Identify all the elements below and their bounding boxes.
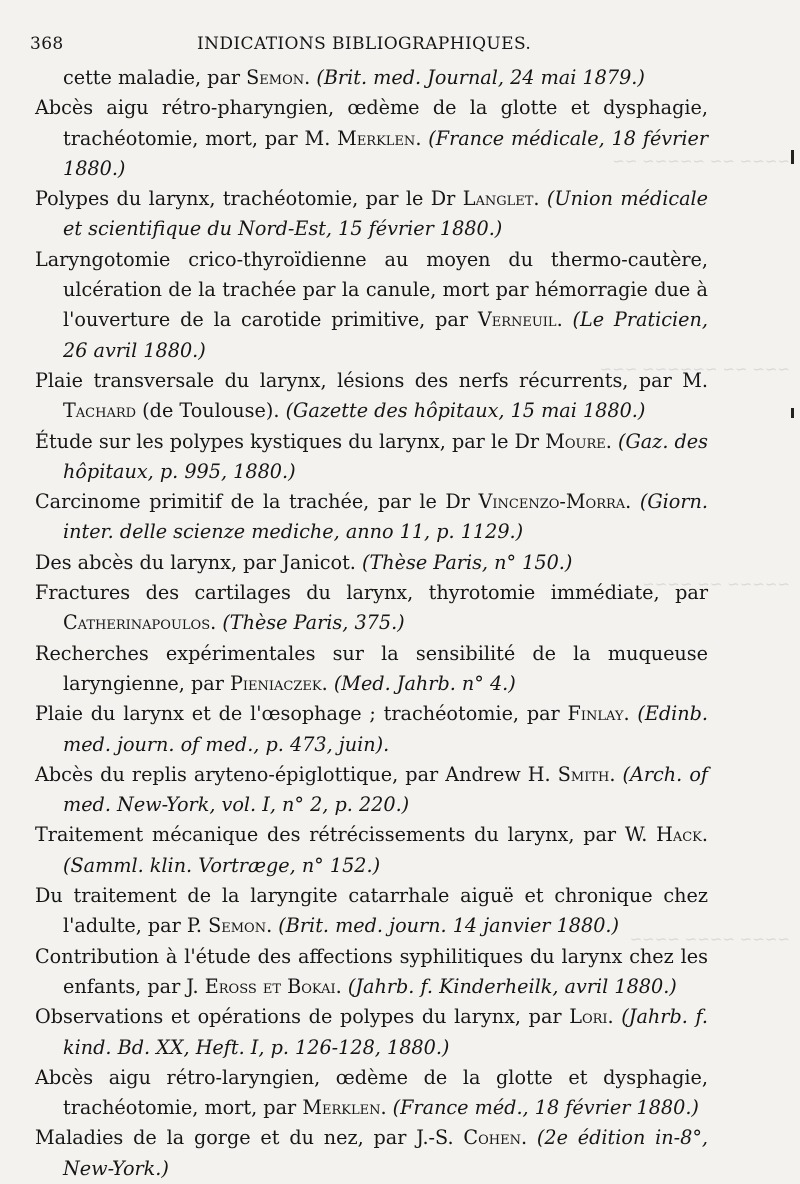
entry-text: Carcinome primitif de la trachée, par le Dr — [35, 490, 479, 514]
bibliography-entry: Abcès du replis aryteno-épiglottique, par Andrew H. Smith. (Arch. of med. New-York, vol. I, n° 2, p. 220.) — [35, 762, 708, 817]
entry-source: (Le Praticien, 26 avril 1880.) — [63, 308, 708, 362]
bleed-through-text: ~~~ ~~ ~~~~~~ ~~~ — [599, 360, 790, 378]
bibliography-entry: Maladies de la gorge et du nez, par J.-S. Cohen. (2e édition in-8°, New-York.) — [35, 1126, 709, 1180]
page-edge-mark — [791, 150, 794, 164]
entry-text: Traitement mécanique des rétrécissements du larynx, par W. — [35, 823, 657, 847]
entry-source: (Gaz. des hôpitaux, p. 995, 1880.) — [63, 429, 709, 483]
bibliography-list — [35, 63, 708, 1184]
entry-text: Recherches expérimentales sur la sensibilité de la muqueuse laryngienne, par — [35, 641, 708, 695]
entry-author: Finlay — [567, 702, 624, 726]
entry-author: Verneuil — [477, 308, 557, 332]
entry-text: Polypes du larynx, trachéotomie, par le Dr — [35, 187, 463, 211]
entry-text: Plaie du larynx et de l'œsophage ; trachéotomie, par — [35, 702, 568, 726]
entry-source: (Brit. med. Journal, 24 mai 1879.) — [316, 66, 645, 89]
entry-author: Hack — [656, 823, 702, 847]
entry-author: Smith — [557, 762, 610, 786]
entry-source: (Gazette des hôpitaux, 15 mai 1880.) — [285, 399, 646, 423]
bleed-through-text: ~~~~ ~~~~ ~~~~ — [629, 930, 790, 948]
bleed-through-text: ~~~~~ ~~ ~~~~ — [642, 575, 790, 593]
running-title: INDICATIONS BIBLIOGRAPHIQUES. — [197, 34, 532, 54]
page-edge-mark — [791, 408, 794, 418]
entry-text: Du traitement de la laryngite catarrhale aiguë et chronique chez l'adulte, par P. — [35, 884, 708, 938]
entry-text: Fractures des cartilages du larynx, thyrotomie immédiate, par — [35, 581, 708, 605]
entry-text: Abcès du replis aryteno-épiglottique, par Andrew H. — [35, 762, 558, 786]
entry-source: (Jahrb. f. kind. Bd. XX, Heft. I, p. 126-128, 1880.) — [63, 1005, 708, 1059]
bibliography-entry: Carcinome primitif de la trachée, par le Dr Vincenzo-Morra. (Giorn. inter. delle scienze mediche, anno 11, p. 1129.) — [35, 490, 708, 544]
entry-text: Laryngotomie crico-thyroïdienne au moyen du thermo-cautère, ulcération de la trachée par la canule, mort par hémorragie due à l'ouverture de la carotide primitive, par — [35, 247, 708, 332]
entry-author: Eross et Bokai — [204, 974, 336, 998]
entry-text: Plaie transversale du larynx, lésions des nerfs récurrents, par M. — [35, 368, 708, 392]
entry-author: Langlet — [462, 187, 534, 211]
entry-source: (France méd., 18 février 1880.) — [392, 1096, 699, 1120]
entry-source: (Thèse Paris, n° 150.) — [361, 550, 573, 574]
entry-text: Observations et opérations de polypes du larynx, par — [35, 1005, 570, 1029]
bibliography-entry: Recherches expérimentales sur la sensibilité de la muqueuse laryngienne, par Pieniaczek. (Med. Jahrb. n° 4.) — [35, 641, 708, 695]
bibliography-entry: Abcès aigu rétro-pharyngien, œdème de la glotte et dysphagie, trachéotomie, mort, par M. Merklen. (France médicale, 18 février 1880.) — [35, 96, 708, 180]
entry-author: Merklen — [337, 126, 416, 150]
bibliography-entry — [35, 366, 708, 427]
entry-source: (Brit. med. journ. 14 janvier 1880.) — [278, 914, 619, 938]
bibliography-entry: Plaie du larynx et de l'œsophage ; trachéotomie, par Finlay. (Edinb. med. journ. of med., p. 473, juin). — [35, 702, 708, 756]
bibliography-entry: Polypes du larynx, trachéotomie, par le Dr Langlet. (Union médicale et scientifique du Nord-Est, 15 février 1880.) — [35, 187, 709, 241]
entry-author: Cohen — [463, 1126, 521, 1150]
bleed-through-text: ~~~~ ~~ ~~~~~ ~~ — [612, 152, 790, 170]
bibliography-entry — [35, 548, 708, 578]
entry-author: Lori — [569, 1005, 608, 1029]
entry-source: (Edinb. med. journ. of med., p. 473, juin). — [63, 702, 708, 756]
entry-text: Étude sur les polypes kystiques du larynx, par le Dr — [35, 429, 546, 453]
entry-author-note: (de Toulouse). — [136, 399, 286, 423]
bibliography-entry: Du traitement de la laryngite catarrhale aiguë et chronique chez l'adulte, par P. Semon. (Brit. med. journ. 14 janvier 1880.) — [35, 884, 708, 938]
entry-text: Abcès aigu rétro-pharyngien, œdème de la glotte et dysphagie, trachéotomie, mort, par M. — [35, 96, 708, 150]
entry-source: (Thèse Paris, 375.) — [222, 611, 405, 635]
entry-author: Moure — [545, 429, 606, 453]
entry-author: Semon — [208, 914, 267, 938]
entry-source: (Arch. of med. New-York, vol. I, n° 2, p. 220.) — [63, 762, 708, 817]
entry-source: (Giorn. inter. delle scienze mediche, anno 11, p. 1129.) — [63, 490, 708, 544]
entry-source: (France médicale, 18 février 1880.) — [63, 126, 708, 180]
entry-author: Merklen — [302, 1096, 381, 1120]
bibliography-entry: Laryngotomie crico-thyroïdienne au moyen du thermo-cautère, ulcération de la trachée par la canule, mort par hémorragie due à l'ouverture de la carotide primitive, par Verneuil. (Le Praticien, 26 avril 1880.) — [35, 247, 708, 362]
entry-text: Abcès aigu rétro-laryngien, œdème de la glotte et dysphagie, trachéotomie, mort, par — [35, 1065, 708, 1120]
bibliography-entry: Fractures des cartilages du larynx, thyrotomie immédiate, par Catherinapoulos. (Thèse Paris, 375.) — [35, 581, 708, 635]
bibliography-entry: cette maladie, par Semon. (Brit. med. Journal, 24 mai 1879.) — [63, 66, 645, 89]
entry-text: cette maladie, par — [63, 66, 247, 89]
page-number: 368 — [30, 34, 64, 54]
entry-text: Contribution à l'étude des affections syphilitiques du larynx chez les enfants, par J. — [35, 944, 708, 998]
entry-source: (Med. Jahrb. n° 4.) — [333, 671, 516, 695]
bibliography-entry: Traitement mécanique des rétrécissements du larynx, par W. Hack. (Samml. klin. Vortræge, n° 152.) — [35, 823, 708, 877]
bibliography-entry: Observations et opérations de polypes du larynx, par Lori. (Jahrb. f. kind. Bd. XX, Heft. I, p. 126-128, 1880.) — [35, 1005, 708, 1059]
entry-author: Tachard — [63, 399, 137, 423]
bibliography-entry: Contribution à l'étude des affections syphilitiques du larynx chez les enfants, par J. Eross et Bokai. (Jahrb. f. Kinderheilk, avril 1880.) — [35, 944, 708, 998]
entry-source: (Samml. klin. Vortræge, n° 152.) — [63, 853, 381, 877]
bibliography-entry: Abcès aigu rétro-laryngien, œdème de la glotte et dysphagie, trachéotomie, mort, par Merklen. (France méd., 18 février 1880.) — [35, 1065, 708, 1120]
entry-source: (2e édition in-8°, New-York.) — [63, 1126, 709, 1180]
bibliography-entry: Étude sur les polypes kystiques du larynx, par le Dr Moure. (Gaz. des hôpitaux, p. 995, 1880.) — [35, 429, 709, 483]
entry-text: Des abcès du larynx, par Janicot. — [35, 550, 362, 574]
entry-text: Maladies de la gorge et du nez, par J.-S. — [35, 1126, 464, 1150]
entry-author: Pieniaczek — [229, 671, 322, 695]
entry-source: (Union médicale et scientifique du Nord-Est, 15 février 1880.) — [63, 187, 709, 241]
entry-author: Vincenzo-Morra — [478, 490, 626, 514]
entry-author: Semon — [246, 66, 305, 89]
entry-author: Catherinapoulos — [63, 611, 211, 635]
entry-source: (Jahrb. f. Kinderheilk, avril 1880.) — [347, 974, 677, 998]
running-header — [30, 34, 550, 58]
